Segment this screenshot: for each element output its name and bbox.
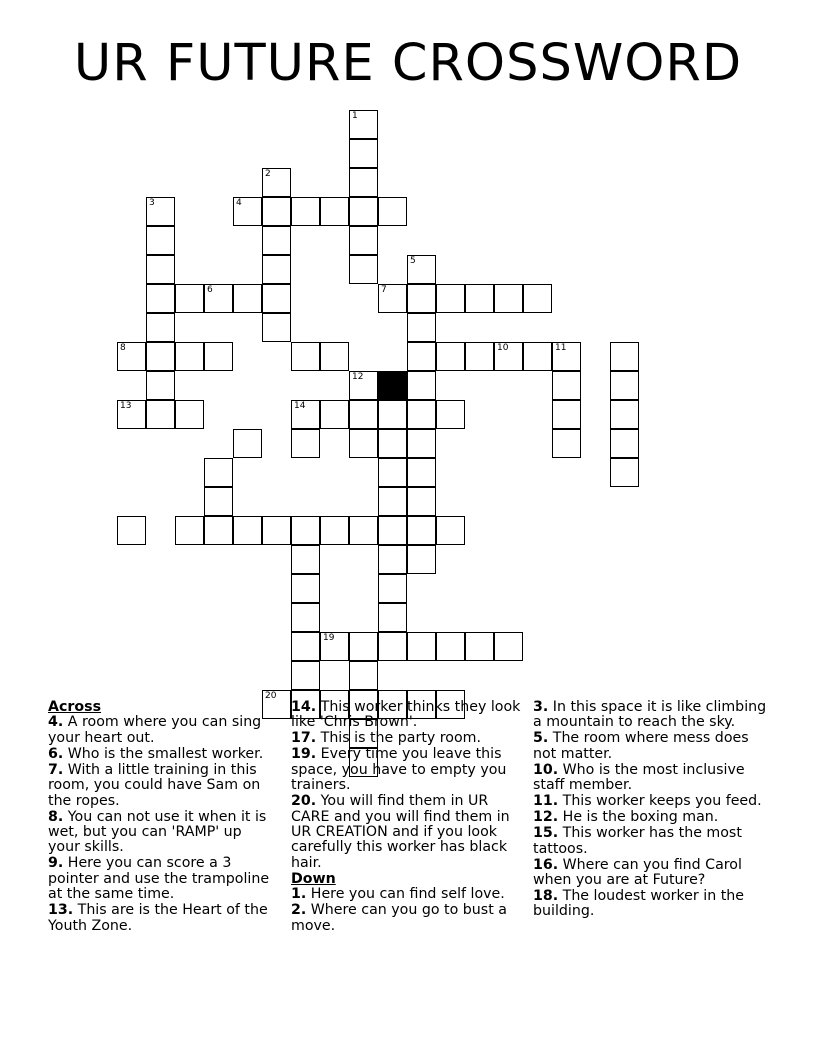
clue-item [291,700,526,731]
crossword-cell[interactable] [523,284,552,313]
crossword-cell[interactable] [204,516,233,545]
crossword-cell[interactable] [291,574,320,603]
crossword-cell[interactable] [407,429,436,458]
crossword-cell[interactable] [291,545,320,574]
clue-text: This are is the Heart of the Youth Zone. [48,902,268,934]
down-heading: Down [291,870,336,887]
crossword-cell[interactable] [523,342,552,371]
crossword-cell[interactable] [204,458,233,487]
crossword-cell[interactable] [407,342,436,371]
crossword-cell[interactable] [262,168,291,197]
crossword-cell[interactable] [465,632,494,661]
crossword-cell[interactable] [146,400,175,429]
clue-item [291,887,526,902]
clue-number-label: 3. [533,699,549,715]
clue-number: 10 [497,343,509,353]
clue-item [291,731,526,746]
clue-number-label: 7. [48,761,64,778]
crossword-cell[interactable] [407,632,436,661]
crossword-cell[interactable] [204,342,233,371]
crossword-cell[interactable] [378,400,407,429]
clue-text: A room where you can sing your heart out. [48,714,262,746]
black-square [378,371,407,400]
crossword-cell[interactable] [291,197,320,226]
clue-text: This is the party room. [316,730,482,747]
crossword-cell[interactable] [175,516,204,545]
clue-item [291,903,526,934]
crossword-cell[interactable] [552,429,581,458]
crossword-cell[interactable] [175,284,204,313]
crossword-cell[interactable] [320,197,349,226]
crossword-cell[interactable] [291,342,320,371]
clue-number: 1 [352,111,358,121]
crossword-cell[interactable] [320,516,349,545]
clue-text: Where can you go to bust a move. [291,902,507,934]
crossword-cell[interactable] [552,342,581,371]
crossword-cell[interactable] [465,342,494,371]
clues-column-2 [291,700,526,935]
clue-number: 12 [352,372,364,382]
crossword-cell[interactable] [407,516,436,545]
crossword-cell[interactable] [610,429,639,458]
crossword-cell[interactable] [378,574,407,603]
crossword-cell[interactable] [117,400,146,429]
clue-item [533,889,768,920]
crossword-cell[interactable] [262,284,291,313]
crossword-cell[interactable] [262,226,291,255]
clue-number: 8 [120,343,126,353]
crossword-cell[interactable] [610,458,639,487]
clue-item [533,731,768,762]
crossword-cell[interactable] [175,342,204,371]
crossword-cell[interactable] [407,284,436,313]
crossword-cell[interactable] [465,284,494,313]
clue-number-label: 12. [533,809,559,826]
crossword-cell[interactable] [349,139,378,168]
crossword-cell[interactable] [233,516,262,545]
crossword-cell[interactable] [320,400,349,429]
down-clue-list-continued [533,700,768,920]
clue-text: He is the boxing man. [558,809,719,826]
crossword-cell[interactable] [610,371,639,400]
crossword-cell[interactable] [349,110,378,139]
crossword-cell[interactable] [407,545,436,574]
clues-column-3 [533,700,768,920]
crossword-cell[interactable] [349,661,378,690]
across-clue-list [48,715,278,934]
clue-number-label: 19. [291,746,317,763]
clue-number-label: 16. [533,856,559,873]
crossword-cell[interactable] [146,313,175,342]
crossword-cell[interactable] [436,342,465,371]
crossword-cell[interactable] [291,429,320,458]
clue-number: 3 [149,198,155,208]
crossword-cell[interactable] [494,632,523,661]
clue-number-label: 4. [48,714,64,731]
clue-item [533,810,768,825]
crossword-cell[interactable] [552,400,581,429]
page-title: UR FUTURE CROSSWORD [73,34,743,93]
crossword-cell[interactable] [407,458,436,487]
clue-item [291,794,526,871]
clue-number-label: 5. [533,730,549,747]
clue-text: This worker has the most tattoos. [533,825,742,857]
clue-item [533,858,768,889]
clue-text: Every time you leave this space, you have to empty you trainers. [291,746,507,794]
crossword-cell[interactable] [349,516,378,545]
clue-number-label: 20. [291,793,317,810]
clue-item [48,856,278,902]
crossword-cell[interactable] [204,284,233,313]
crossword-cell[interactable] [610,400,639,429]
clue-item [533,763,768,794]
crossword-cell[interactable] [407,400,436,429]
crossword-cell[interactable] [349,429,378,458]
crossword-cell[interactable] [262,516,291,545]
crossword-cell[interactable] [436,284,465,313]
crossword-cell[interactable] [494,284,523,313]
clue-number-label: 13. [48,902,74,919]
crossword-cell[interactable] [204,487,233,516]
crossword-cell[interactable] [436,516,465,545]
crossword-cell[interactable] [378,197,407,226]
clues-column-1 [48,700,278,935]
crossword-cell[interactable] [378,429,407,458]
clue-item [533,700,768,731]
crossword-cell[interactable] [320,632,349,661]
crossword-cell[interactable] [378,516,407,545]
crossword-cell[interactable] [117,516,146,545]
crossword-cell[interactable] [175,400,204,429]
crossword-cell[interactable] [349,197,378,226]
clue-number: 2 [265,169,271,179]
clue-item [48,747,278,762]
crossword-cell[interactable] [146,226,175,255]
crossword-cell[interactable] [233,284,262,313]
clue-number-label: 15. [533,825,559,842]
crossword-cell[interactable] [262,313,291,342]
clue-number: 19 [323,633,335,643]
crossword-cell[interactable] [552,371,581,400]
clue-number-label: 18. [533,888,559,905]
clue-item [291,747,526,793]
clue-number-label: 14. [291,699,317,715]
across-heading: Across [48,699,102,715]
crossword-cell[interactable] [146,342,175,371]
crossword-cell[interactable] [349,371,378,400]
crossword-cell[interactable] [407,313,436,342]
crossword-cell[interactable] [349,168,378,197]
crossword-cell[interactable] [436,400,465,429]
clue-number-label: 11. [533,793,559,810]
clue-number: 6 [207,285,213,295]
clue-number: 13 [120,401,132,411]
crossword-cell[interactable] [349,255,378,284]
crossword-cell[interactable] [146,284,175,313]
crossword-cell[interactable] [407,255,436,284]
clue-number-label: 8. [48,808,64,825]
crossword-cell[interactable] [291,632,320,661]
crossword-cell[interactable] [378,458,407,487]
clue-number-label: 9. [48,855,64,872]
clue-number: 7 [381,285,387,295]
clue-item [533,826,768,857]
clue-item [48,903,278,934]
clue-text: With a little training in this room, you could have Sam on the ropes. [48,761,261,809]
clue-number-label: 1. [291,886,307,903]
clue-text: Where can you find Carol when you are at Future? [533,856,742,889]
crossword-cell[interactable] [407,371,436,400]
clue-item [48,810,278,856]
crossword-cell[interactable] [494,342,523,371]
across-clue-list-continued [291,700,526,871]
crossword-cell[interactable] [291,400,320,429]
clue-number: 4 [236,198,242,208]
crossword-cell[interactable] [146,197,175,226]
clue-item [533,794,768,809]
clue-text: Who is the most inclusive staff member. [533,761,745,794]
clue-number: 11 [555,343,567,353]
clue-item [48,763,278,809]
crossword-cell[interactable] [117,342,146,371]
crossword-cell[interactable] [262,197,291,226]
clue-text: In this space it is like climbing a mountain to reach the sky. [533,699,767,731]
crossword-cell[interactable] [378,632,407,661]
crossword-cell[interactable] [146,371,175,400]
crossword-cell[interactable] [349,400,378,429]
crossword-cell[interactable] [378,603,407,632]
clue-number-label: 17. [291,730,317,747]
clue-text: Here you can find self love. [306,886,505,903]
clue-number-label: 2. [291,902,307,919]
clue-text: You can not use it when it is wet, but you can 'RAMP' up your skills. [48,808,267,856]
clue-number-label: 6. [48,745,64,762]
crossword-cell[interactable] [378,545,407,574]
clue-text: Who is the smallest worker. [63,745,264,762]
clue-text: The loudest worker in the building. [533,888,744,920]
crossword-cell[interactable] [291,516,320,545]
clue-text: This worker keeps you feed. [558,793,762,810]
clue-text: This worker thinks they look like 'Chris Brown'. [291,699,521,731]
crossword-cell[interactable] [262,255,291,284]
crossword-cell[interactable] [407,487,436,516]
crossword-cell[interactable] [320,342,349,371]
clue-text: Here you can score a 3 pointer and use the trampoline at the same time. [48,855,270,903]
down-clue-list [291,887,526,934]
crossword-cell[interactable] [378,284,407,313]
crossword-cell[interactable] [378,487,407,516]
crossword-cell[interactable] [291,661,320,690]
crossword-cell[interactable] [349,226,378,255]
crossword-cell[interactable] [233,429,262,458]
crossword-cell[interactable] [610,342,639,371]
crossword-cell[interactable] [233,197,262,226]
crossword-cell[interactable] [146,255,175,284]
clue-number: 5 [410,256,416,266]
crossword-cell[interactable] [349,632,378,661]
clue-text: The room where mess does not matter. [533,730,749,762]
clue-number-label: 10. [533,761,559,778]
clue-number: 20 [265,691,277,701]
crossword-cell[interactable] [291,603,320,632]
clue-number: 14 [294,401,306,411]
crossword-cell[interactable] [436,632,465,661]
clue-text: You will find them in UR CARE and you will find them in UR CREATION and if you look carefully this worker has black hair. [291,793,510,871]
clue-item [48,715,278,746]
